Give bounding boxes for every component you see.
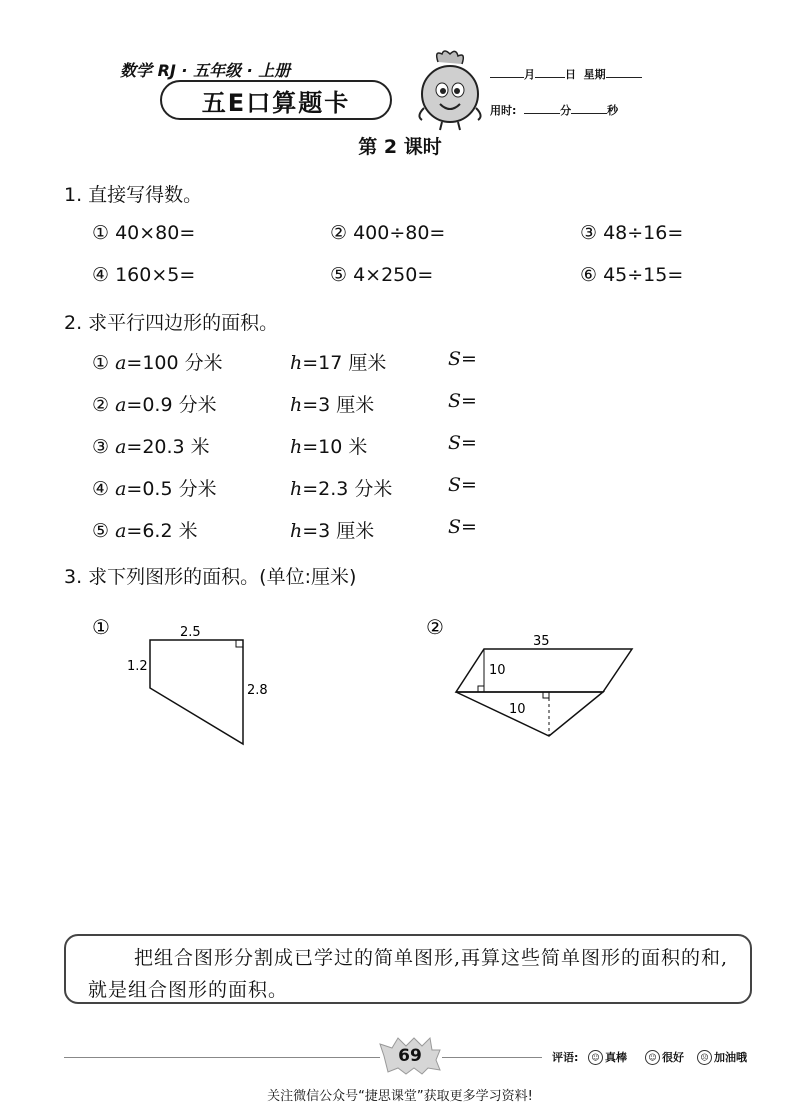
base-value: =0.5 分米	[126, 478, 217, 500]
a-symbol: a	[115, 478, 127, 500]
weekday-label: 星期	[583, 68, 606, 81]
fig2-height1-label: 10	[489, 663, 506, 678]
height-value: =3 厘米	[302, 520, 375, 542]
date-fields	[490, 66, 642, 82]
height-value: =3 厘米	[302, 394, 375, 416]
q2-row	[92, 432, 210, 459]
q2-row	[92, 516, 198, 543]
second-blank[interactable]	[571, 103, 607, 114]
fig1-left-label: 1.2	[127, 659, 148, 674]
q1-title: 1. 直接写得数。	[64, 184, 203, 206]
q1-item: ④ 160×5=	[92, 264, 196, 286]
a-symbol: a	[115, 394, 127, 416]
q2-height	[290, 432, 367, 459]
rating-option[interactable]	[697, 1049, 747, 1066]
base-value: =100 分米	[126, 352, 223, 374]
fig1-shape	[150, 640, 243, 744]
row-number: ⑤	[92, 520, 110, 542]
book-subtitle: 数学 RJ · 五年级 · 上册	[120, 61, 291, 80]
h-symbol: h	[290, 394, 303, 416]
s-label: S=	[448, 474, 477, 496]
height-value: =17 厘米	[302, 352, 387, 374]
fig2-top-label: 35	[533, 634, 550, 649]
day-blank[interactable]	[535, 67, 565, 78]
frown-icon: ☹	[697, 1050, 712, 1065]
q2-height	[290, 516, 374, 543]
s-label: S=	[448, 432, 477, 454]
time-fields	[490, 102, 618, 118]
smile-icon: ☺	[645, 1050, 660, 1065]
h-symbol: h	[290, 520, 303, 542]
s-label: S=	[448, 516, 477, 538]
lesson-title: 第 2 课时	[358, 136, 442, 158]
day-label: 日	[565, 68, 576, 81]
a-symbol: a	[115, 520, 127, 542]
s-label: S=	[448, 348, 477, 370]
mascot-icon	[408, 48, 492, 132]
footer-rule-right	[442, 1057, 542, 1058]
fig2-right-angle-mark-2	[543, 692, 549, 698]
q2-row	[92, 390, 217, 417]
fig2-number: ②	[426, 615, 444, 639]
fig1-number: ①	[92, 615, 110, 639]
weekday-blank[interactable]	[606, 67, 642, 78]
fig1-top-label: 2.5	[180, 625, 201, 640]
s-label: S=	[448, 390, 477, 412]
height-value: =10 米	[302, 436, 368, 458]
page-number: 69	[398, 1046, 422, 1066]
brand-banner	[160, 80, 392, 120]
rating-option[interactable]	[645, 1049, 684, 1066]
fig2-triangle	[456, 692, 603, 736]
h-symbol: h	[290, 352, 303, 374]
month-label: 月	[524, 68, 535, 81]
minute-label: 分	[560, 104, 572, 117]
q2-row	[92, 348, 223, 375]
q1-item: ② 400÷80=	[330, 222, 446, 244]
q2-height	[290, 348, 386, 375]
tip-text: 把组合图形分割成已学过的简单图形,再算这些简单图形的面积的和,就是组合图形的面积。	[88, 947, 729, 1001]
row-number: ③	[92, 436, 110, 458]
q1-item: ① 40×80=	[92, 222, 196, 244]
brand-title: 五E口算题卡	[201, 88, 351, 117]
rating-label: 评语:	[552, 1051, 579, 1064]
second-label: 秒	[607, 104, 619, 117]
grin-icon: ☺	[588, 1050, 603, 1065]
time-label: 用时:	[490, 104, 517, 117]
footer-rule-left	[64, 1057, 380, 1058]
a-symbol: a	[115, 436, 127, 458]
q2-height	[290, 390, 374, 417]
fig1-right-label: 2.8	[247, 683, 268, 698]
h-symbol: h	[290, 436, 303, 458]
rating-text: 真棒	[605, 1051, 627, 1064]
rating-text: 很好	[662, 1051, 684, 1064]
q3-title: 3. 求下列图形的面积。(单位:厘米)	[64, 566, 357, 588]
row-number: ④	[92, 478, 110, 500]
base-value: =20.3 米	[126, 436, 210, 458]
q1-item: ③ 48÷16=	[580, 222, 684, 244]
h-symbol: h	[290, 478, 303, 500]
row-number: ②	[92, 394, 110, 416]
q2-row	[92, 474, 217, 501]
fig2-right-angle-mark-1	[478, 686, 484, 692]
base-value: =6.2 米	[126, 520, 198, 542]
footer-note: 关注微信公众号“捷思课堂”获取更多学习资料!	[267, 1089, 533, 1104]
rating-option[interactable]	[588, 1049, 627, 1066]
minute-blank[interactable]	[524, 103, 560, 114]
q2-height	[290, 474, 392, 501]
fig2-height2-label: 10	[509, 702, 526, 717]
row-number: ①	[92, 352, 110, 374]
month-blank[interactable]	[490, 67, 524, 78]
base-value: =0.9 分米	[126, 394, 217, 416]
fig1-right-angle-mark	[236, 640, 243, 647]
q1-item: ⑤ 4×250=	[330, 264, 434, 286]
q1-item: ⑥ 45÷15=	[580, 264, 684, 286]
a-symbol: a	[115, 352, 127, 374]
rating-text: 加油哦	[714, 1051, 747, 1064]
q3-figures	[0, 600, 800, 770]
height-value: =2.3 分米	[302, 478, 393, 500]
q2-title: 2. 求平行四边形的面积。	[64, 312, 279, 334]
